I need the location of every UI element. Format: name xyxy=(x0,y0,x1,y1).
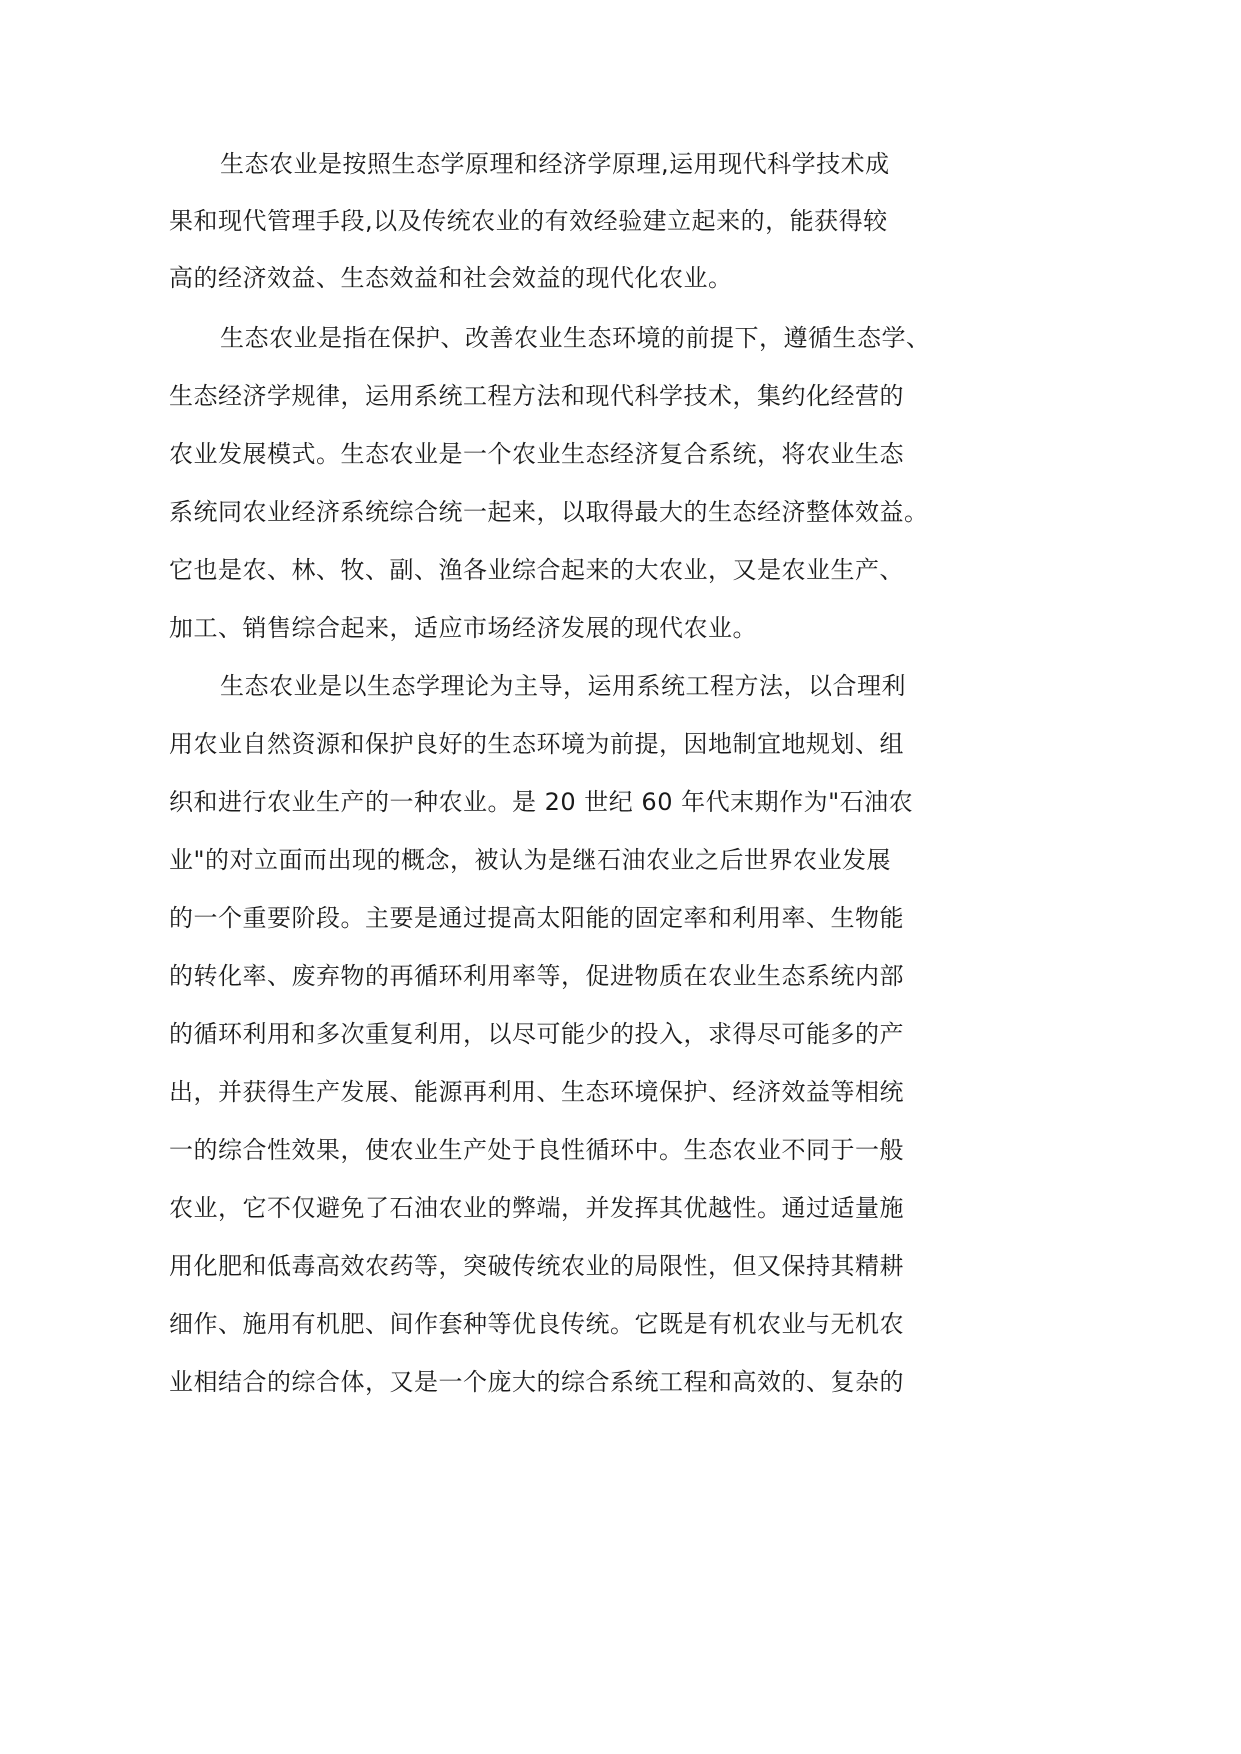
paragraph-3-line-11: 用化肥和低毒高效农药等，突破传统农业的局限性，但又保持其精耕 xyxy=(169,1252,904,1280)
paragraph-2-line-6: 加工、销售综合起来，适应市场经济发展的现代农业。 xyxy=(169,614,757,642)
paragraph-3-line-1: 生态农业是以生态学理论为主导，运用系统工程方法，以合理利 xyxy=(220,672,906,700)
paragraph-3-line-9: 一的综合性效果，使农业生产处于良性循环中。生态农业不同于一般 xyxy=(169,1136,904,1164)
paragraph-3-line-13: 业相结合的综合体，又是一个庞大的综合系统工程和高效的、复杂的 xyxy=(169,1368,904,1396)
paragraph-3-line-6: 的转化率、废弃物的再循环利用率等，促进物质在农业生态系统内部 xyxy=(169,962,904,990)
paragraph-2-line-5: 它也是农、林、牧、副、渔各业综合起来的大农业，又是农业生产、 xyxy=(169,556,904,584)
paragraph-3-line-8: 出，并获得生产发展、能源再利用、生态环境保护、经济效益等相统 xyxy=(169,1078,904,1106)
paragraph-3-line-2: 用农业自然资源和保护良好的生态环境为前提，因地制宜地规划、组 xyxy=(169,730,904,758)
paragraph-2-line-3: 农业发展模式。生态农业是一个农业生态经济复合系统，将农业生态 xyxy=(169,440,904,468)
paragraph-3-line-5: 的一个重要阶段。主要是通过提高太阳能的固定率和利用率、生物能 xyxy=(169,904,904,932)
paragraph-3-line-10: 农业，它不仅避免了石油农业的弊端，并发挥其优越性。通过适量施 xyxy=(169,1194,904,1222)
paragraph-3-line-4: 业"的对立面而出现的概念，被认为是继石油农业之后世界农业发展 xyxy=(169,846,892,874)
paragraph-1-line-2: 果和现代管理手段,以及传统农业的有效经验建立起来的，能获得较 xyxy=(169,207,888,235)
paragraph-2-line-4: 系统同农业经济系统综合统一起来，以取得最大的生态经济整体效益。 xyxy=(169,498,929,526)
paragraph-2-line-1: 生态农业是指在保护、改善农业生态环境的前提下，遵循生态学、 xyxy=(220,324,931,352)
paragraph-2-line-2: 生态经济学规律，运用系统工程方法和现代科学技术，集约化经营的 xyxy=(169,382,904,410)
paragraph-3-line-3: 织和进行农业生产的一种农业。是 20 世纪 60 年代末期作为"石油农 xyxy=(169,788,914,816)
paragraph-1-line-1: 生态农业是按照生态学原理和经济学原理,运用现代科学技术成 xyxy=(220,150,890,178)
paragraph-3-line-7: 的循环利用和多次重复利用，以尽可能少的投入，求得尽可能多的产 xyxy=(169,1020,904,1048)
paragraph-1-line-3: 高的经济效益、生态效益和社会效益的现代化农业。 xyxy=(169,264,733,292)
paragraph-3-line-12: 细作、施用有机肥、间作套种等优良传统。它既是有机农业与无机农 xyxy=(169,1310,904,1338)
